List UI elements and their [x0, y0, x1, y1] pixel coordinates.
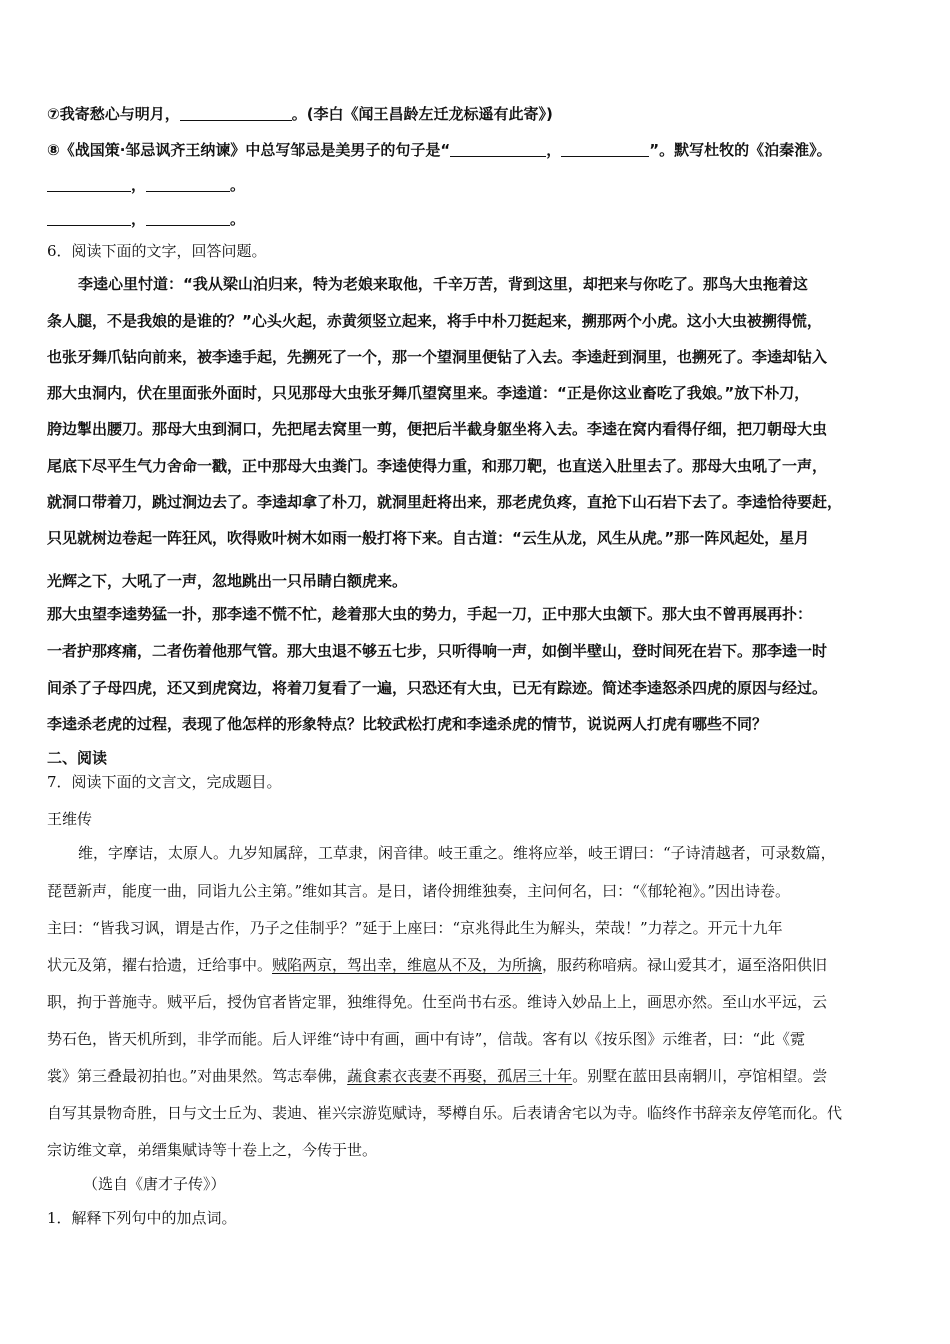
q7-suffix: 。(李白《闻王昌龄左迁龙标遥有此寄》): [291, 105, 553, 123]
q6-paragraph-line: 光辉之下，大吼了一声，忽地跳出一只吊睛白额虎来。: [47, 572, 408, 590]
comma: ，: [131, 176, 147, 194]
question-6-heading: 6．阅读下面的文字，回答问题。: [47, 242, 267, 260]
passage-line: 琵琶新声，能度一曲，同诣九公主第。”维如其言。是日，诸伶拥维独奏，主问何名，曰：“《郁轮袍》。”因出诗卷。: [47, 882, 791, 900]
q6-paragraph-line: 那大虫洞内，伏在里面张外面时，只见那母大虫张牙舞爪望窝里来。李逵道：“正是你这业畜吃了我娘。”放下朴刀，: [47, 384, 810, 402]
passage-line: 主曰：“皆我习讽，谓是古作，乃子之佳制乎？”延于上座曰：“京兆得此生为解头，荣哉！”力荐之。开元十九年: [47, 919, 783, 937]
passage-text: 状元及第，擢右拾遗，迁给事中。: [47, 956, 273, 974]
period: 。: [230, 176, 246, 194]
underlined-sentence: 贼陷两京，驾出幸，维扈从不及，为所擒: [272, 956, 543, 974]
q8-prefix: ⑧《战国策·邹忌讽齐王纳谏》中总写邹忌是美男子的句子是“: [47, 141, 451, 159]
passage-line: 宗访维文章，弟缙集赋诗等十卷上之，今传于世。: [47, 1141, 378, 1159]
question-7-heading: 7．阅读下面的文言文，完成题目。: [47, 773, 282, 791]
passage-text: ，服药称喑病。禄山爱其才，逼至洛阳供旧: [542, 956, 828, 974]
q6-questions-line: 李逵杀老虎的过程，表现了他怎样的形象特点？比较武松打虎和李逵杀虎的情节，说说两人打虎有哪些不同？: [47, 715, 768, 733]
answer-blank[interactable]: [47, 211, 131, 226]
poem-blank-line-1: [47, 174, 245, 195]
passage-title: 王维传: [47, 810, 93, 828]
answer-blank[interactable]: [146, 177, 230, 192]
answer-blank[interactable]: [47, 177, 131, 192]
underlined-sentence: 蔬食素衣丧妻不再娶，孤居三十年: [347, 1067, 573, 1085]
passage-line: 职，拘于普施寺。贼平后，授伪官者皆定罪，独维得免。仕至尚书右丞。维诗入妙品上上，画思亦然。至山水平远，云: [47, 993, 828, 1011]
question-8-fill-line: [47, 139, 832, 160]
answer-blank[interactable]: [180, 106, 292, 121]
sub-question-1: 1．解释下列句中的加点词。: [47, 1209, 237, 1227]
passage-line: 势石色，皆天机所到，非学而能。后人评维“诗中有画，画中有诗”，信哉。客有以《按乐图》示维者，曰：“此《霓: [47, 1030, 806, 1048]
q6-paragraph-line: 一者护那疼痛，二者伤着他那气管。那大虫退不够五七步，只听得响一声，如倒半壁山，登时间死在岩下。那李逵一时: [47, 642, 828, 660]
poem-blank-line-2: [47, 208, 245, 229]
q6-paragraph-line: 间杀了子母四虎，还又到虎窝边，将着刀复看了一遍，只恐还有大虫，已无有踪迹。简述李逵怒杀四虎的原因与经过。: [47, 679, 828, 697]
comma: ，: [131, 210, 147, 228]
q6-paragraph-line: 也张牙舞爪钻向前来，被李逵手起，先搠死了一个，那一个望洞里便钻了入去。李逵赶到洞里，也搠死了。李逵却钻入: [47, 348, 828, 366]
passage-source: （选自《唐才子传》）: [83, 1175, 226, 1193]
passage-text: 。别墅在蓝田县南辋川，亭馆相望。尝: [572, 1067, 828, 1085]
period: 。: [230, 210, 246, 228]
q6-paragraph-line: 那大虫望李逵势猛一扑，那李逵不慌不忙，趁着那大虫的势力，手起一刀，正中那大虫颔下。那大虫不曾再展再扑：: [47, 605, 813, 623]
answer-blank[interactable]: [450, 142, 546, 157]
passage-line: 自写其景物奇胜，日与文士丘为、裴迪、崔兴宗游览赋诗，琴樽自乐。后表请舍宅以为寺。临终作书辞亲友停笔而化。代: [47, 1104, 843, 1122]
q6-paragraph-line: 条人腿，不是我娘的是谁的？”心头火起，赤黄须竖立起来，将手中朴刀挺起来，搠那两个小虎。这小大虫被搠得慌，: [47, 312, 822, 330]
q6-paragraph-line: 就洞口带着刀，跳过涧边去了。李逵却拿了朴刀，就洞里赶将出来，那老虎负疼，直抢下山石岩下去了。李逵恰待要赶，: [47, 493, 843, 511]
q6-paragraph-line: 尾底下尽平生气力舍命一戳，正中那母大虫粪门。李逵使得力重，和那刀靶，也直送入肚里去了。那母大虫吼了一声，: [47, 457, 828, 475]
q8-suffix: ”。默写杜牧的《泊秦淮》。: [649, 141, 832, 159]
section-heading: 二、阅读: [47, 749, 108, 767]
q6-paragraph-line: 胯边掣出腰刀。那母大虫到洞口，先把尾去窝里一剪，便把后半截身躯坐将入去。李逵在窝内看得仔细，把刀朝母大虫: [47, 420, 828, 438]
passage-text: 裳》第三叠最初拍也。”对曲果然。笃志奉佛，: [47, 1067, 348, 1085]
answer-blank[interactable]: [146, 211, 230, 226]
passage-line: [47, 1065, 827, 1086]
q6-paragraph-line: 李逵心里忖道：“我从梁山泊归来，特为老娘来取他，千辛万苦，背到这里，却把来与你吃了。那鸟大虫拖着这: [78, 275, 808, 293]
q6-paragraph-line: 只见就树边卷起一阵狂风，吹得败叶树木如雨一般打将下来。自古道：“云生从龙，风生从虎。”那一阵风起处，星月: [47, 529, 810, 547]
q8-comma: ，: [546, 141, 562, 159]
passage-line: 维，字摩诘，太原人。九岁知属辞，工草隶，闲音律。岐王重之。维将应举，岐王谓曰：“子诗清越者，可录数篇，: [78, 844, 836, 862]
question-7-fill-line: [47, 103, 553, 124]
passage-line: [47, 954, 827, 975]
q7-prefix: ⑦我寄愁心与明月，: [47, 105, 180, 123]
answer-blank[interactable]: [561, 142, 649, 157]
